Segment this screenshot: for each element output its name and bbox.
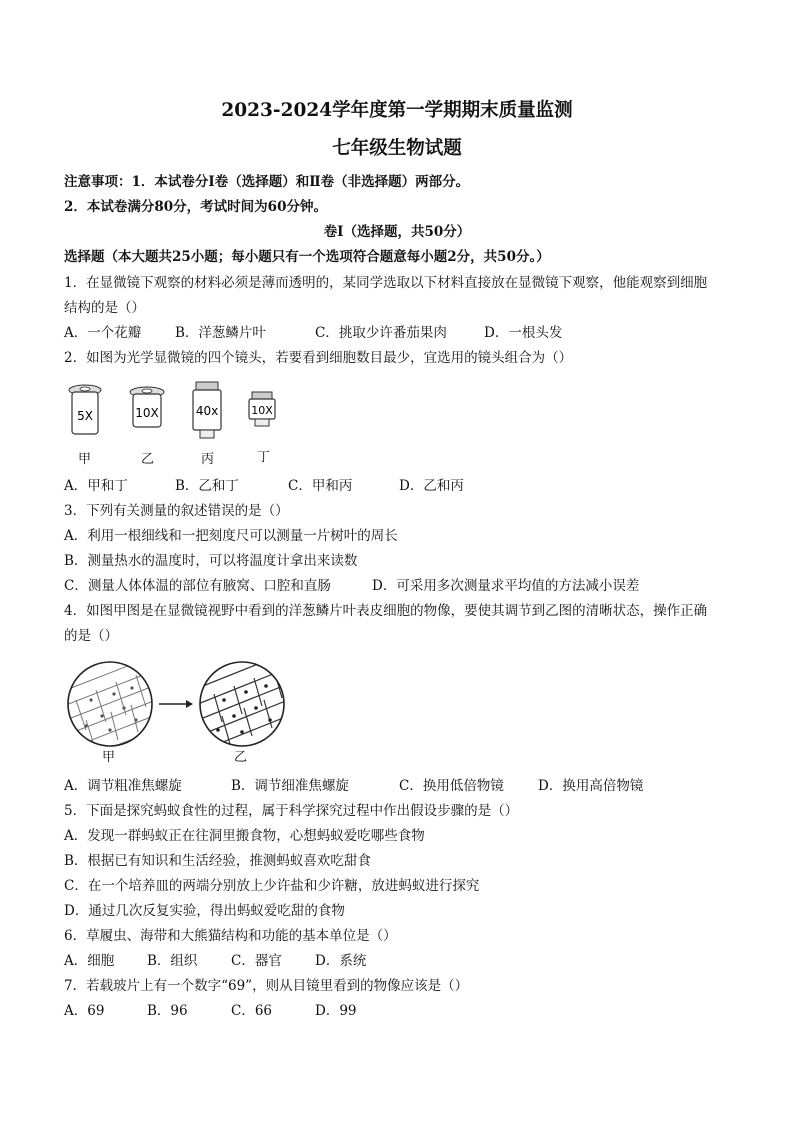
q1-option-a: A．一个花瓣 xyxy=(64,325,142,341)
q2-option-a: A．甲和丁 xyxy=(64,478,128,494)
lens-figure xyxy=(60,378,290,468)
q6-option-d: D．系统 xyxy=(315,953,367,969)
lens-label-ding: 10X xyxy=(251,404,273,417)
q7-option-b: B．96 xyxy=(147,1003,188,1019)
q7-stem: 7．若载玻片上有一个数字“69”，则从目镜里看到的物像应该是（） xyxy=(64,978,469,994)
q7-option-a: A．69 xyxy=(64,1003,105,1019)
q4-option-b: B．调节细准焦螺旋 xyxy=(231,778,349,794)
q1-option-c: C．挑取少许番茄果肉 xyxy=(315,325,447,341)
q4-option-d: D．换用高倍物镜 xyxy=(538,778,644,794)
q2-option-c: C．甲和丙 xyxy=(288,478,353,494)
arrow-icon xyxy=(159,700,193,708)
q4-stem-line-2: 的是（） xyxy=(64,628,118,644)
lens-caption-jia: 甲 xyxy=(78,452,92,467)
q5-option-d: D．通过几次反复实验，得出蚂蚁爱吃甜的食物 xyxy=(64,903,345,919)
lens-caption-bing: 丙 xyxy=(201,452,215,467)
view-caption-yi: 乙 xyxy=(234,750,248,765)
q3-option-c: C．测量人体体温的部位有腋窝、口腔和直肠 xyxy=(64,578,331,594)
q6-stem: 6．草履虫、海带和大熊猫结构和功能的基本单位是（） xyxy=(64,928,397,944)
q6-option-a: A．细胞 xyxy=(64,953,115,969)
q5-option-b: B．根据已有知识和生活经验，推测蚂蚁喜欢吃甜食 xyxy=(64,853,371,869)
lens-yi xyxy=(130,387,164,427)
q2-option-d: D．乙和丙 xyxy=(399,478,464,494)
q1-option-d: D．一根头发 xyxy=(484,325,563,341)
q2-stem: 2．如图为光学显微镜的四个镜头，若要看到细胞数目最少，宜选用的镜头组合为（） xyxy=(64,350,573,366)
q5-option-a: A．发现一群蚂蚁正在往洞里搬食物，心想蚂蚁爱吃哪些食物 xyxy=(64,828,425,844)
lens-jia xyxy=(69,385,101,434)
q3-option-b: B．测量热水的温度时，可以将温度计拿出来读数 xyxy=(64,553,358,569)
q2-option-b: B．乙和丁 xyxy=(175,478,239,494)
q6-option-b: B．组织 xyxy=(147,953,198,969)
q3-stem: 3．下列有关测量的叙述错误的是（） xyxy=(64,503,289,519)
lens-caption-ding: 丁 xyxy=(257,450,271,465)
q1-stem-line-2: 结构的是（） xyxy=(64,300,145,316)
page-subtitle: 七年级生物试题 xyxy=(332,138,462,159)
view-caption-jia: 甲 xyxy=(102,750,116,765)
lens-label-jia: 5X xyxy=(77,409,93,423)
q4-stem-line-1: 4．如图甲图是在显微镜视野中看到的洋葱鳞片叶表皮细胞的物像，要使其调节到乙图的清晰状态，操作正确 xyxy=(64,603,708,619)
notes-line-2: 2．本试卷满分80分，考试时间为60分钟。 xyxy=(64,199,327,215)
lens-label-bing: 40x xyxy=(195,404,219,418)
q3-option-a: A．利用一根细线和一把刻度尺可以测量一片树叶的周长 xyxy=(64,528,398,544)
section-title: 卷Ⅰ（选择题，共50分） xyxy=(323,224,471,240)
q5-option-c: C．在一个培养皿的两端分别放上少许盐和少许糖，放进蚂蚁进行探究 xyxy=(64,878,480,894)
microscope-view-figure xyxy=(66,660,296,750)
lens-caption-yi: 乙 xyxy=(141,452,155,467)
q6-option-c: C．器官 xyxy=(231,953,282,969)
lens-label-yi: 10X xyxy=(135,406,159,420)
q7-option-c: C．66 xyxy=(231,1003,273,1019)
notes-line-1: 注意事项：1．本试卷分Ⅰ卷（选择题）和Ⅱ卷（非选择题）两部分。 xyxy=(64,174,470,190)
q4-option-a: A．调节粗准焦螺旋 xyxy=(64,778,182,794)
q7-option-d: D．99 xyxy=(315,1003,357,1019)
q1-stem-line-1: 1．在显微镜下观察的材料必须是薄而透明的，某同学选取以下材料直接放在显微镜下观察，他能观察到细胞 xyxy=(64,275,708,291)
lens-ding xyxy=(249,392,275,426)
section-instruction: 选择题（本大题共25小题；每小题只有一个选项符合题意每小题2分，共50分。） xyxy=(64,249,550,265)
q5-stem: 5．下面是探究蚂蚁食性的过程，属于科学探究过程中作出假设步骤的是（） xyxy=(64,803,519,819)
q3-option-d: D．可采用多次测量求平均值的方法减小误差 xyxy=(372,578,640,594)
page-title: 2023-2024学年度第一学期期末质量监测 xyxy=(221,100,573,121)
lens-bing xyxy=(193,382,221,438)
q1-option-b: B．洋葱鳞片叶 xyxy=(175,325,266,341)
q4-option-c: C．换用低倍物镜 xyxy=(399,778,504,794)
